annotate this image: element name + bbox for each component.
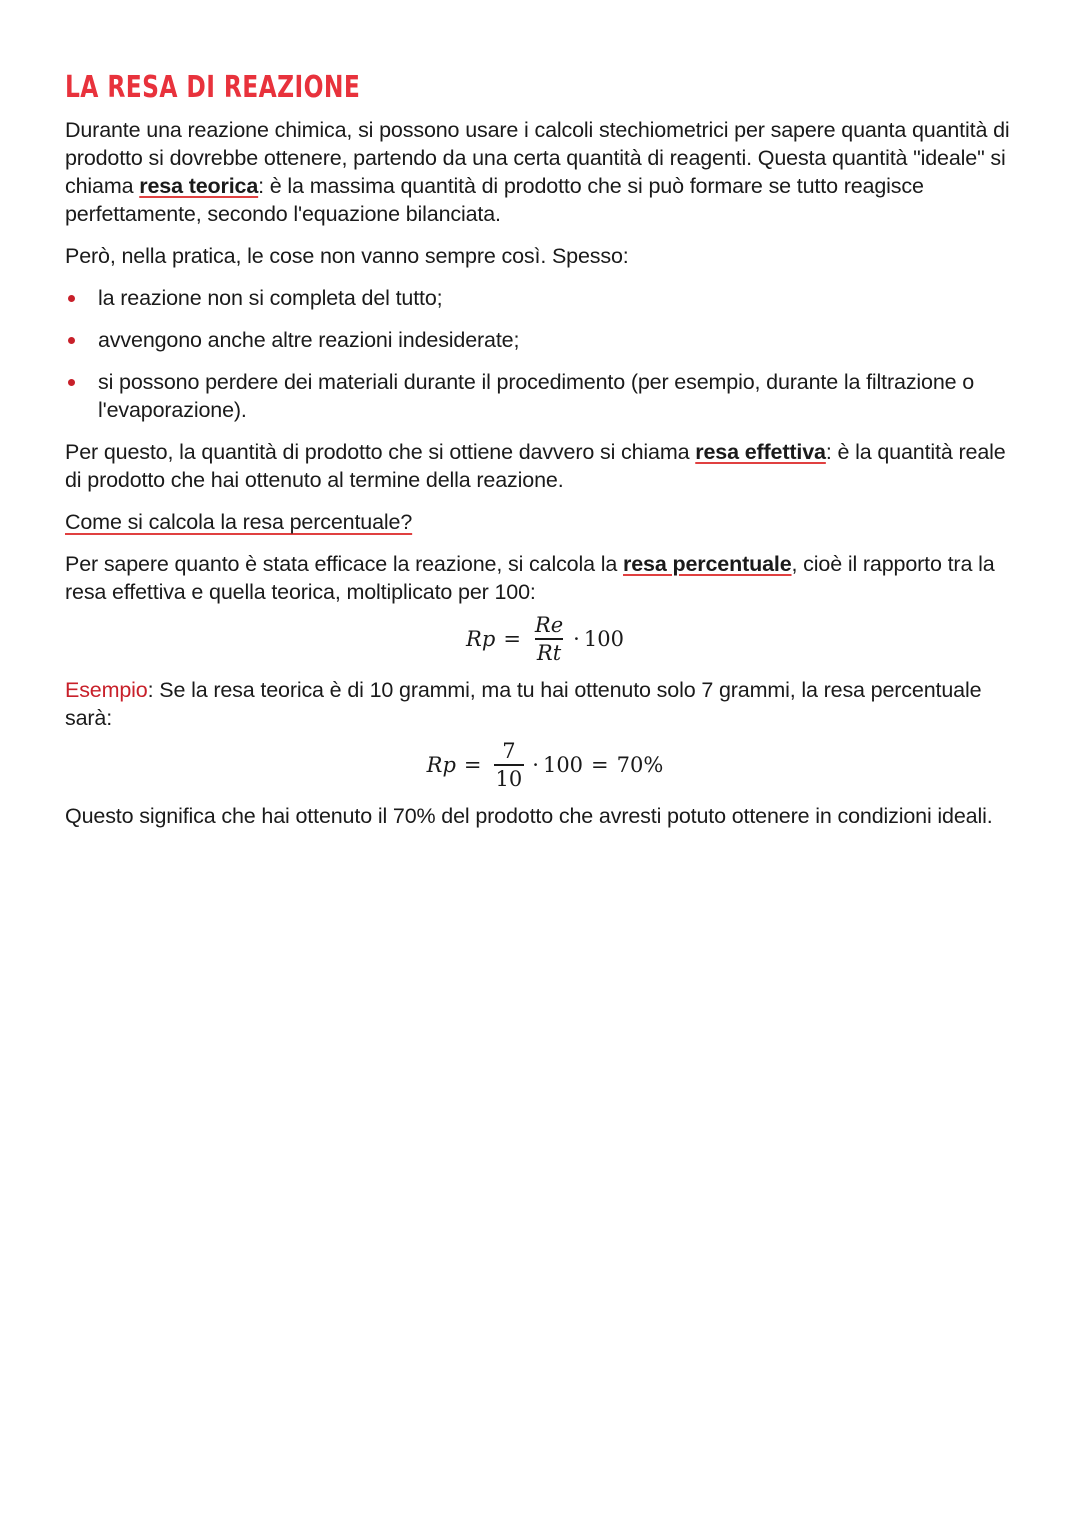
formula-equals: =: [463, 753, 482, 777]
formula-result: 70%: [616, 753, 664, 777]
list-item-text: la reazione non si completa del tutto;: [98, 286, 443, 310]
effective-text-2: : è la quantità reale di prodotto che hai ottenuto al termine della reazione.: [65, 440, 1006, 492]
formula-factor: 100: [583, 627, 624, 651]
intro-paragraph: [65, 116, 1025, 228]
example-paragraph: [65, 676, 1025, 732]
fraction-denominator: Rt: [535, 638, 563, 666]
fraction-denominator: 10: [494, 764, 525, 792]
page-title: LA RESA DI REAZIONE: [65, 70, 361, 105]
percent-paragraph: [65, 550, 1025, 606]
percent-text-1: Per sapere quanto è stata efficace la reazione, si calcola la: [65, 552, 624, 576]
causes-list: [65, 284, 1025, 424]
formula-lhs: Rp: [426, 753, 456, 777]
however-paragraph: Però, nella pratica, le cose non vanno sempre così. Spesso:: [65, 244, 629, 268]
subheading-text: Come si calcola la resa percentuale?: [65, 510, 413, 534]
example-text: : Se la resa teorica è di 10 grammi, ma tu hai ottenuto solo 7 grammi, la resa percentuale sarà:: [65, 678, 982, 730]
bullet-icon: [68, 337, 75, 344]
key-term-resa-percentuale: resa percentuale: [623, 552, 792, 576]
example-label: Esempio: [65, 678, 148, 702]
effective-text-1: Per questo, la quantità di prodotto che si ottiene davvero si chiama: [65, 440, 696, 464]
formula-fraction: [494, 738, 525, 792]
intro-text-2: : è la massima quantità di prodotto che si può formare se tutto reagisce perfettamente, secondo l'equazione bilanciata.: [65, 174, 924, 226]
document-page: [65, 66, 1025, 844]
effective-paragraph: [65, 438, 1025, 494]
formula-times: ·: [573, 627, 580, 651]
subheading: [65, 508, 1025, 536]
intro-text-1: Durante una reazione chimica, si possono usare i calcoli stechiometrici per sapere quanta quantità di prodotto si dovrebbe ottenere, partendo da una certa quantità di reagenti. Questa quantità "ideale" si chiama: [65, 118, 1010, 198]
formula-times: ·: [532, 753, 539, 777]
formula-general: [65, 612, 1025, 666]
formula-equals: =: [503, 627, 521, 651]
bullet-icon: [68, 379, 75, 386]
fraction-numerator: Re: [534, 613, 564, 637]
key-term-resa-teorica: resa teorica: [139, 174, 259, 198]
list-item: [65, 326, 1025, 354]
conclusion-paragraph: Questo significa che hai ottenuto il 70% del prodotto che avresti potuto ottenere in condizioni ideali.: [65, 804, 993, 828]
bullet-icon: [68, 295, 75, 302]
list-item: [65, 284, 1025, 312]
formula-factor: 100: [542, 753, 584, 777]
formula-fraction: [533, 612, 565, 666]
list-item-text: si possono perdere dei materiali durante il procedimento (per esempio, durante la filtrazione o l'evaporazione).: [98, 370, 975, 422]
formula-example: [65, 738, 1025, 792]
list-item: [65, 368, 1025, 424]
key-term-resa-effettiva: resa effettiva: [695, 440, 826, 464]
formula-equals-2: =: [591, 753, 609, 777]
percent-text-2: , cioè il rapporto tra la resa effettiva e quella teorica, moltiplicato per 100:: [65, 552, 995, 604]
formula-lhs: Rp: [466, 627, 496, 651]
list-item-text: avvengono anche altre reazioni indesiderate;: [98, 328, 520, 352]
fraction-numerator: 7: [502, 739, 516, 763]
